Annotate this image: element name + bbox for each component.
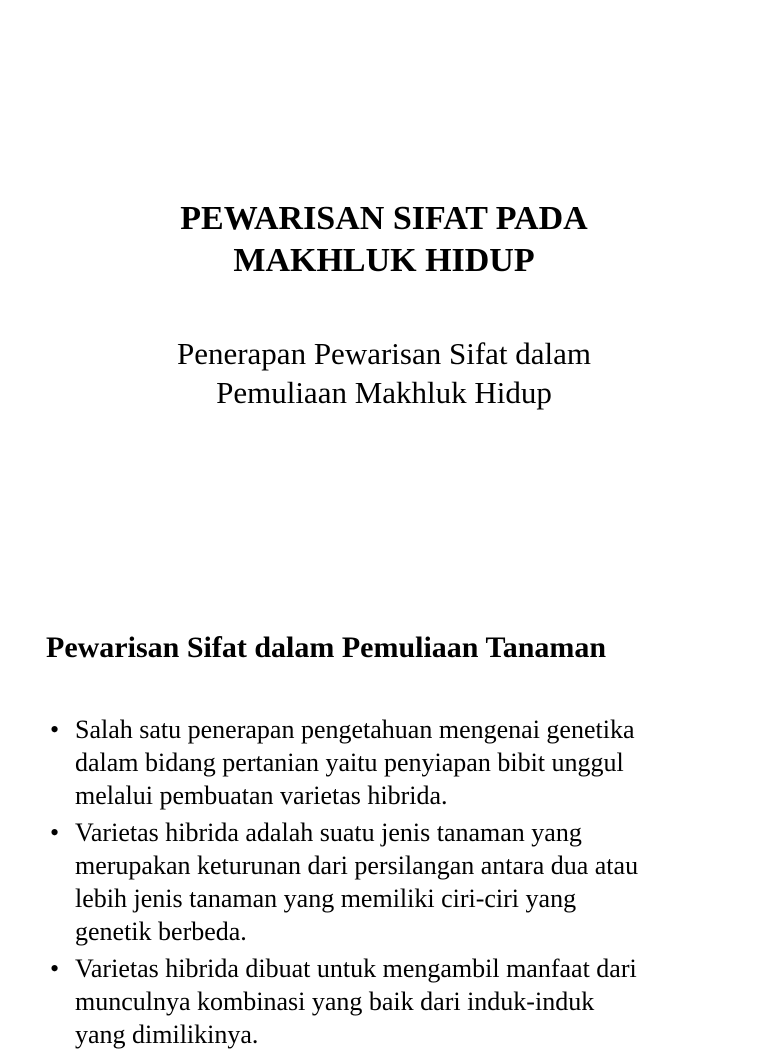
bullet-icon: •	[50, 818, 60, 847]
bullet-list	[46, 713, 736, 1055]
bullet-item	[46, 952, 736, 1051]
slide-title-line: MAKHLUK HIDUP	[233, 242, 535, 279]
slide-subtitle-line: Penerapan Pewarisan Sifat dalam	[176, 336, 592, 371]
bullet-line: dalam bidang pertanian yaitu penyiapan bibit unggul	[75, 748, 624, 777]
bullet-line: Varietas hibrida adalah suatu jenis tanaman yang	[75, 818, 582, 847]
section-heading: Pewarisan Sifat dalam Pemuliaan Tanaman	[46, 631, 607, 664]
bullet-line: melalui pembuatan varietas hibrida.	[75, 781, 448, 810]
bullet-line: lebih jenis tanaman yang memiliki ciri-ciri yang	[75, 884, 577, 913]
bullet-item	[46, 713, 736, 812]
bullet-line: Varietas hibrida dibuat untuk mengambil manfaat dari	[75, 954, 637, 983]
slide-subtitle	[0, 334, 768, 412]
bullet-line: merupakan keturunan dari persilangan antara dua atau	[75, 851, 639, 880]
bullet-icon: •	[50, 715, 60, 744]
bullet-item	[46, 816, 736, 948]
bullet-icon: •	[50, 954, 60, 983]
slide-title	[0, 198, 768, 282]
slide-subtitle-line: Pemuliaan Makhluk Hidup	[216, 375, 552, 410]
slide-title-line: PEWARISAN SIFAT PADA	[180, 200, 588, 237]
bullet-line: genetik berbeda.	[75, 917, 247, 946]
bullet-line: munculnya kombinasi yang baik dari induk-induk	[75, 987, 595, 1016]
bullet-line: yang dimilikinya.	[75, 1020, 259, 1049]
bullet-line: Salah satu penerapan pengetahuan mengenai genetika	[75, 715, 635, 744]
